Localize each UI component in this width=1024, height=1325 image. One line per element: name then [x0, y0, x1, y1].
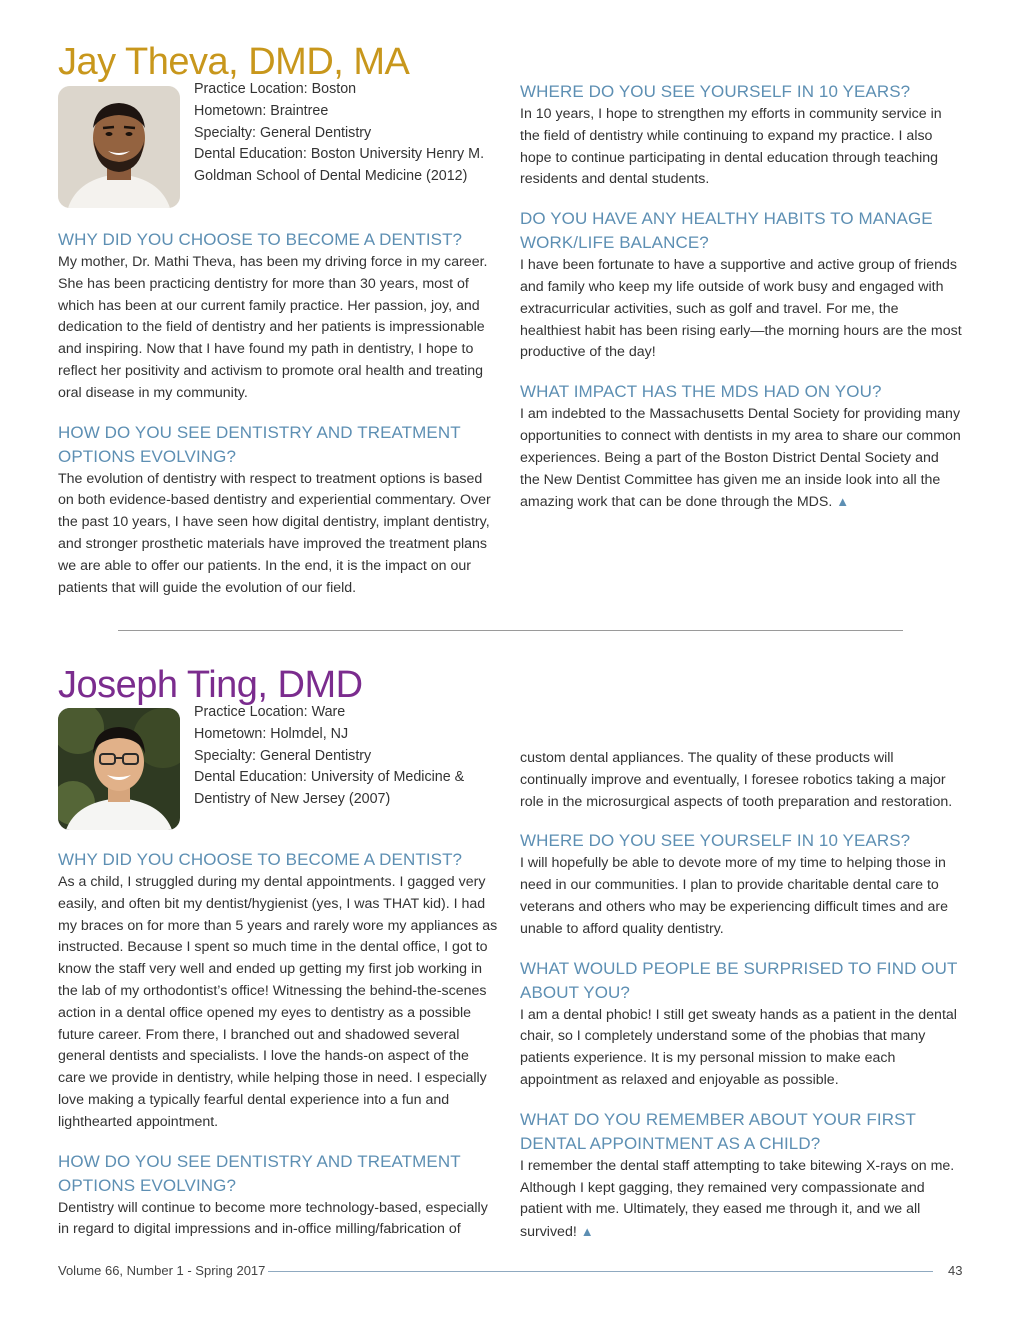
answer-paragraph: The evolution of dentistry with respect to treatment options is based on both evidence-based dentistry and experiential commentary. Over the past 10 years, I have seen how digital dentistry, implant dentistry, and stronger prosthetic materials have improved the treatment plans we are able to offer our patients. In the end, it is the impact on our patients that will guide the evolution of our field.: [58, 470, 491, 596]
profile-name-jay: Jay Theva, DMD, MA: [58, 41, 410, 83]
jay-left-column: [58, 228, 500, 599]
question-heading: WHY DID YOU CHOOSE TO BECOME A DENTIST?: [58, 850, 463, 869]
info-specialty: Specialty: General Dentistry: [194, 124, 372, 141]
portrait-photo-jay: [58, 86, 180, 208]
question-heading: WHERE DO YOU SEE YOURSELF IN 10 YEARS?: [520, 831, 911, 851]
answer-paragraph: My mother, Dr. Mathi Theva, has been my driving force in my career. She has been practicing dentistry for more than 30 years, most of which has been at our current family practice. Her passion, joy, and dedication to the field of dentistry and her patients is impressionable and inspiring. Now that I have found my path in dentistry, I hope to reflect her positivity and activism to promote oral health and treating oral disease in my community.: [58, 254, 488, 401]
answer-continuation: custom dental appliances. The quality of these products will continually improve and eventually, I foresee robotics taking a major role in the microsurgical aspects of tooth preparation and restoration.: [520, 750, 953, 810]
footer-issue: Volume 66, Number 1 - Spring 2017: [58, 1263, 266, 1278]
answer-text: I remember the dental staff attempting to take bitewing X-rays on me. Although I kept gagging, they remained very compassionate and patient with me. Ultimately, they eased me through it, and we all survived!: [520, 1157, 955, 1241]
question-heading: DO YOU HAVE ANY HEALTHY HABITS TO MANAGE WORK/LIFE BALANCE?: [520, 209, 933, 253]
profile-info-jay: [194, 79, 484, 188]
answer-paragraph: [520, 404, 962, 514]
answer-paragraph: I will hopefully be able to devote more of my time to helping those in need in our communities. I plan to provide charitable dental care to veterans and others who may be experiencing difficult times and are unable to afford quality dentistry.: [520, 855, 948, 937]
info-hometown: Hometown: Holmdel, NJ: [194, 725, 349, 742]
info-dental-education: Dental Education: University of Medicine &: [194, 769, 465, 786]
answer-text: I am indebted to the Massachusetts Dental Society for providing many opportunities to connect with dentists in my area to share our common experiences. Being a part of the Boston District Dental Society and the New Dentist Committee has given me an inside look into all the amazing work that can be done through the MDS.: [520, 406, 961, 511]
question-heading: WHAT WOULD PEOPLE BE SURPRISED TO FIND OUT ABOUT YOU?: [520, 958, 958, 1002]
end-triangle-icon: ▲: [836, 494, 850, 510]
answer-paragraph: I am a dental phobic! I still get sweaty hands as a patient in the dental chair, so I completely understand some of the phobias that many patients experience. It is my personal mission to make each appointment as relaxed and enjoyable as possible.: [520, 1006, 957, 1088]
footer-rule: [268, 1271, 933, 1272]
end-triangle-icon: ▲: [580, 1224, 594, 1240]
page-number: 43: [948, 1263, 963, 1278]
question-heading: WHY DID YOU CHOOSE TO BECOME A DENTIST?: [58, 230, 463, 249]
section-divider: [118, 630, 903, 631]
question-heading: WHAT DO YOU REMEMBER ABOUT YOUR FIRST DENTAL APPOINTMENT AS A CHILD?: [520, 1109, 916, 1153]
question-heading: WHAT IMPACT HAS THE MDS HAD ON YOU?: [520, 382, 882, 402]
joseph-right-column: [520, 748, 962, 1244]
question-heading: HOW DO YOU SEE DENTISTRY AND TREATMENT OPTIONS EVOLVING?: [58, 422, 461, 466]
info-dental-education-cont: Dentistry of New Jersey (2007): [194, 791, 391, 808]
jay-right-column: [520, 80, 962, 514]
answer-paragraph: Dentistry will continue to become more technology-based, especially in regard to digital impressions and in-office milling/fabrication of: [58, 1199, 488, 1238]
info-dental-education-cont: Goldman School of Dental Medicine (2012): [194, 168, 468, 185]
answer-paragraph: I have been fortunate to have a supportive and active group of friends and family who keep my life outside of work busy and engaged with extracurricular activities, such as golf and travel. For me, the healthiest habit has been rising early—the morning hours are the most productive of the day!: [520, 257, 962, 361]
info-practice-location: Practice Location: Ware: [194, 704, 346, 720]
profile-info-joseph: [194, 702, 464, 811]
portrait-jay-image: [58, 86, 180, 208]
info-hometown: Hometown: Braintree: [194, 102, 329, 119]
info-dental-education: Dental Education: Boston University Henry M.: [194, 146, 485, 163]
answer-paragraph: As a child, I struggled during my dental appointments. I gagged very easily, and often bit my dentist/hygienist (yes, I was THAT kid). I had my braces on for more than 5 years and rarely wore my appliances as instructed. Because I spent so much time in the dental office, I got to know the staff very well and ended up getting my first job working in the lab of my orthodontist’s office! Witnessing the behind-the-scenes action in a dental office opened my eyes to dentistry as a possible future career. From there, I branched out and shadowed several general dentists and specialists. I love the hands-on aspect of the care we provide in dentistry, while helping those in need. I especially love making a typically fearful dental experience into a fun and lighthearted appointment.: [58, 874, 498, 1130]
info-specialty: Specialty: General Dentistry: [194, 747, 372, 764]
answer-paragraph: [520, 1156, 962, 1244]
portrait-joseph-image: [58, 708, 180, 830]
info-practice-location: Practice Location: Boston: [194, 81, 357, 97]
answer-paragraph: In 10 years, I hope to strengthen my efforts in community service in the field of dentistry while continuing to expand my practice. I also hope to continue participating in dental education through teaching residents and dental students.: [520, 106, 942, 188]
question-heading: HOW DO YOU SEE DENTISTRY AND TREATMENT OPTIONS EVOLVING?: [58, 1151, 461, 1195]
portrait-photo-joseph: [58, 708, 180, 830]
profile-name-joseph: Joseph Ting, DMD: [58, 664, 363, 706]
question-heading: WHERE DO YOU SEE YOURSELF IN 10 YEARS?: [520, 82, 911, 101]
joseph-left-column: [58, 848, 500, 1241]
